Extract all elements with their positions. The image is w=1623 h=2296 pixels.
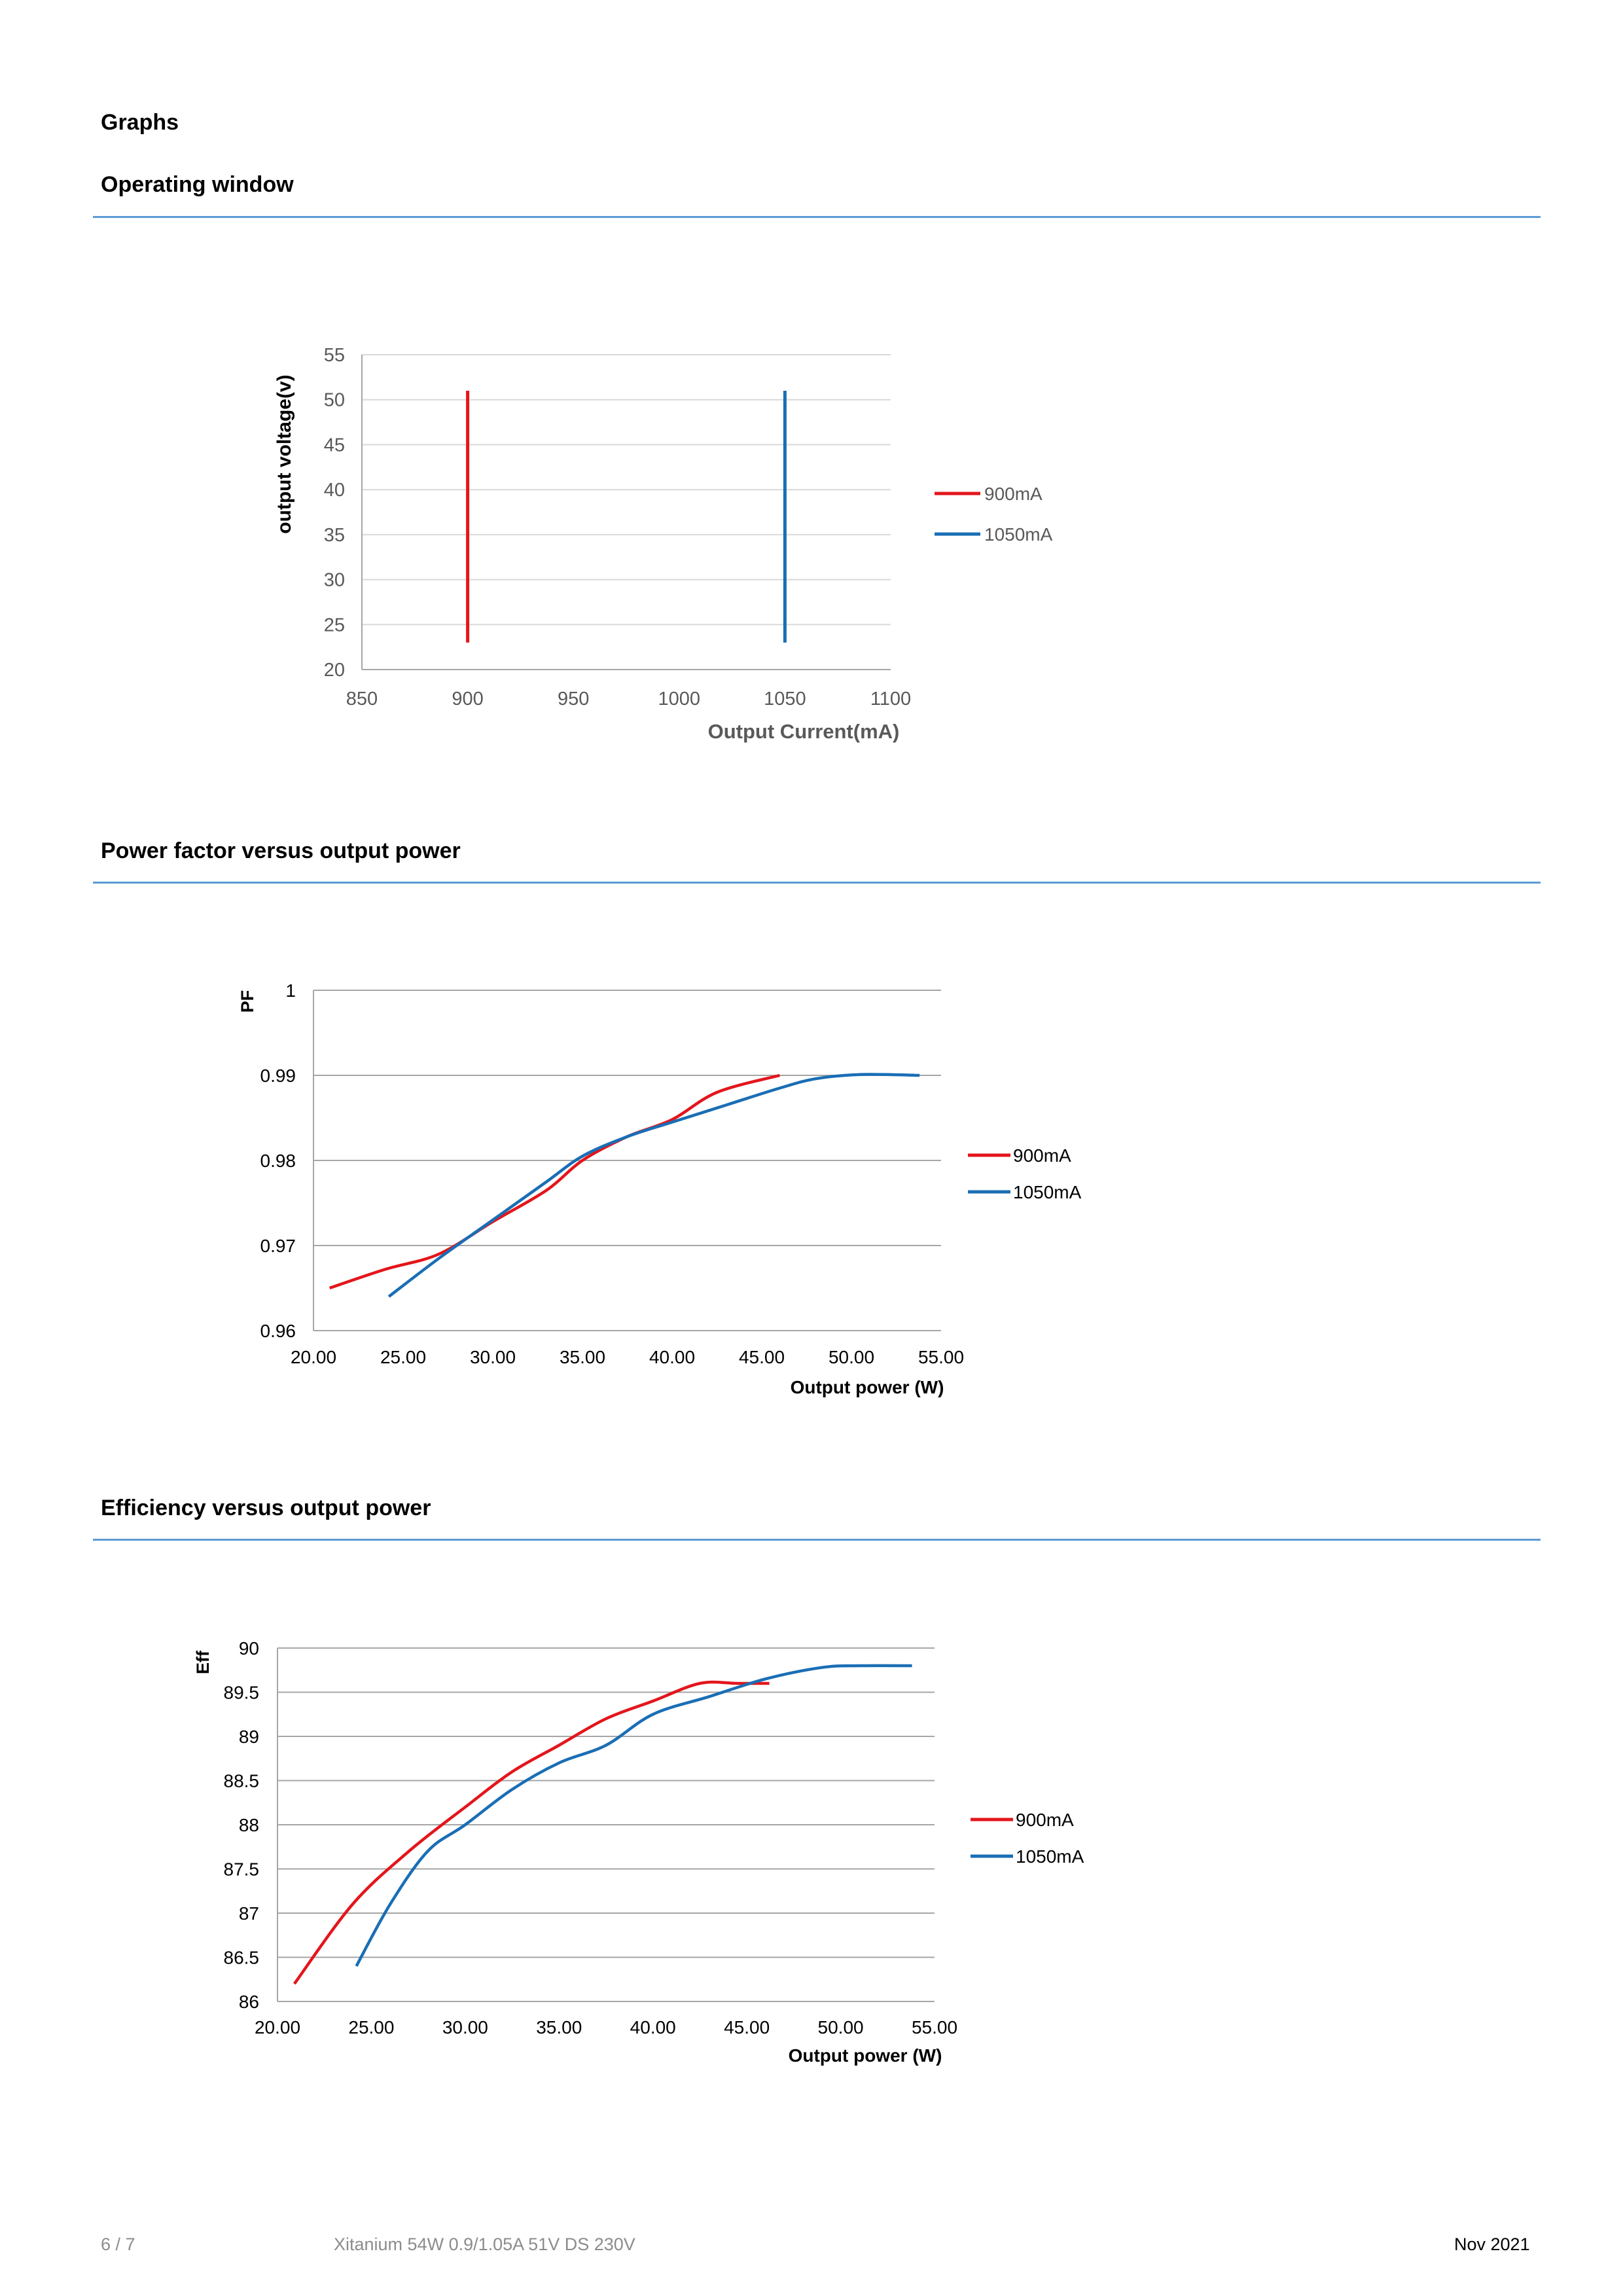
page-heading: Graphs xyxy=(101,110,179,135)
x-tick-label: 25.00 xyxy=(380,1347,427,1367)
x-tick-label: 30.00 xyxy=(469,1347,516,1367)
x-tick-label: 55.00 xyxy=(918,1347,965,1367)
x-tick-label: 50.00 xyxy=(828,1347,875,1367)
y-tick-label: 50 xyxy=(323,389,345,411)
y-tick-label: 87 xyxy=(238,1903,259,1924)
legend-label-900ma: 900mA xyxy=(1013,1145,1071,1166)
y-tick-label: 35 xyxy=(323,524,345,546)
y-tick-label: 0.98 xyxy=(260,1151,296,1171)
y-tick-label: 0.96 xyxy=(260,1321,296,1341)
section-title-power-factor: Power factor versus output power xyxy=(101,838,461,863)
legend-label-900ma: 900mA xyxy=(1016,1810,1074,1830)
legend-label-1050ma: 1050mA xyxy=(1013,1182,1082,1202)
footer-date: Nov 2021 xyxy=(1454,2234,1530,2254)
x-tick-label: 20.00 xyxy=(290,1347,337,1367)
y-tick-label: 88 xyxy=(238,1815,259,1835)
x-axis-title: Output power (W) xyxy=(788,2045,942,2066)
x-tick-label: 1050 xyxy=(764,689,806,709)
section-title-efficiency: Efficiency versus output power xyxy=(101,1496,431,1520)
x-tick-label: 45.00 xyxy=(724,2017,770,2037)
y-tick-label: 40 xyxy=(323,480,345,501)
footer-page-number: 6 / 7 xyxy=(101,2234,135,2254)
y-tick-label: 0.99 xyxy=(260,1066,296,1086)
x-tick-label: 25.00 xyxy=(348,2017,395,2037)
section-title-operating-window: Operating window xyxy=(101,172,294,197)
y-tick-label: 86 xyxy=(238,1992,259,2012)
series-line-1050ma xyxy=(357,1666,912,1966)
x-tick-label: 45.00 xyxy=(738,1347,785,1367)
x-tick-label: 35.00 xyxy=(536,2017,582,2037)
y-tick-label: 1 xyxy=(285,980,296,1001)
y-axis-title: Eff xyxy=(193,1651,213,1674)
x-tick-label: 35.00 xyxy=(559,1347,606,1367)
legend-label-1050ma: 1050mA xyxy=(1016,1846,1084,1867)
legend-label-900ma: 900mA xyxy=(984,484,1043,504)
y-axis-title: output voltage(v) xyxy=(274,374,295,534)
y-tick-label: 20 xyxy=(323,660,345,681)
y-tick-label: 25 xyxy=(323,615,345,636)
x-tick-label: 1000 xyxy=(658,689,701,709)
y-tick-label: 45 xyxy=(323,435,345,456)
footer-product-name: Xitanium 54W 0.9/1.05A 51V DS 230V xyxy=(334,2234,635,2254)
x-tick-label: 850 xyxy=(346,689,378,709)
y-tick-label: 89.5 xyxy=(223,1682,259,1703)
x-axis-title: Output power (W) xyxy=(790,1377,944,1397)
x-tick-label: 40.00 xyxy=(630,2017,676,2037)
y-tick-label: 87.5 xyxy=(223,1859,259,1880)
y-tick-label: 90 xyxy=(238,1638,259,1659)
legend-label-1050ma: 1050mA xyxy=(984,524,1053,545)
x-tick-label: 900 xyxy=(452,689,484,709)
x-tick-label: 1100 xyxy=(870,689,912,709)
y-tick-label: 88.5 xyxy=(223,1770,259,1791)
x-tick-label: 30.00 xyxy=(442,2017,488,2037)
y-tick-label: 55 xyxy=(323,345,345,366)
x-axis-title: Output Current(mA) xyxy=(707,720,900,743)
x-tick-label: 55.00 xyxy=(911,2017,958,2037)
y-tick-label: 30 xyxy=(323,569,345,591)
y-tick-label: 89 xyxy=(238,1727,259,1747)
y-axis-title: PF xyxy=(238,990,257,1013)
y-tick-label: 0.97 xyxy=(260,1236,296,1256)
x-tick-label: 950 xyxy=(558,689,590,709)
x-tick-label: 20.00 xyxy=(254,2017,301,2037)
x-tick-label: 40.00 xyxy=(649,1347,696,1367)
series-line-900ma xyxy=(294,1682,770,1984)
y-tick-label: 86.5 xyxy=(223,1947,259,1968)
x-tick-label: 50.00 xyxy=(817,2017,864,2037)
